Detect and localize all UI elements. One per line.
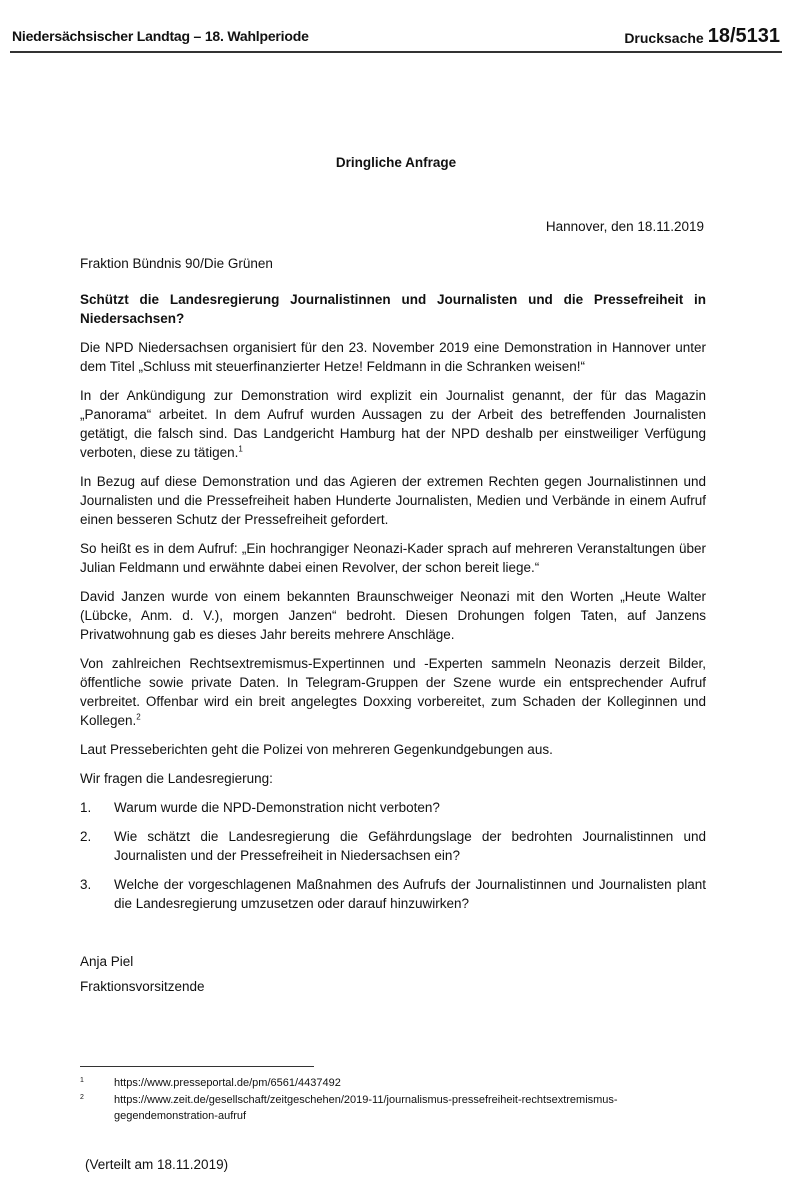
distribution-date: (Verteilt am 18.11.2019)	[85, 1157, 229, 1172]
footnote-separator	[80, 1066, 314, 1067]
question-number: 2.	[80, 829, 92, 844]
paragraph: Wir fragen die Landesregierung:	[80, 771, 273, 786]
question-list	[80, 798, 706, 913]
paragraph: Die NPD Niedersachsen organisiert für den 23. November 2019 eine Demonstration in Hannover unter dem Titel „Schluss mit steuerfinanzierter Hetze! Feldmann in die Schranken weisen!“	[80, 340, 706, 374]
signature-name: Anja Piel	[80, 954, 134, 969]
page-header	[12, 18, 780, 46]
paragraph: David Janzen wurde von einem bekannten Braunschweiger Neonazi mit den Worten „Heute Walter (Lübcke, Anm. d. V.), morgen Janzen“ bedroht. Diesen Drohungen folgen Taten, auf Janzens Privatwohnung gab es dieses Jahr bereits mehrere Anschläge.	[80, 589, 706, 642]
question-number: 3.	[80, 877, 92, 892]
paragraph: Von zahlreichen Rechtsextremismus-Expertinnen und -Experten sammeln Neonazis derzeit Bilder, öffentliche sowie private Daten. In Telegram-Gruppen der Szene wurde ein entsprechender Aufruf verbreitet. Offenbar wird ein breit angelegtes Doxxing vorbereitet, zum Schaden der Kolleginnen und Kollegen.$^2$	[80, 656, 706, 728]
paragraph: In Bezug auf diese Demonstration und das Agieren der extremen Rechten gegen Journalistinnen und Journalisten und die Pressefreiheit haben Hunderte Journalisten, Medien und Verbände in einem Aufruf einen besseren Schutz der Pressefreiheit gefordert.	[80, 474, 706, 527]
drucksache	[624, 26, 780, 46]
footnote-marker: 2	[80, 1094, 84, 1101]
place-date: Hannover, den 18.11.2019	[545, 219, 704, 234]
signature-block	[80, 949, 706, 999]
footnote-ref[interactable]: 2	[136, 712, 141, 722]
question-text: Welche der vorgeschlagenen Maßnahmen des Aufrufs der Journalistinnen und Journalisten plant die Landesregierung umzusetzen oder darauf hinzuwirken?	[114, 877, 706, 911]
question-number: 1.	[80, 800, 92, 815]
footnote-marker: 1	[80, 1077, 84, 1084]
footnotes	[80, 1075, 706, 1125]
footnote-item	[80, 1075, 706, 1091]
question-item	[80, 827, 706, 865]
document-title: Dringliche Anfrage	[335, 155, 457, 170]
drucksache-label: Drucksache	[624, 30, 704, 46]
document-body	[80, 254, 706, 999]
paragraph: So heißt es in dem Aufruf: „Ein hochrangiger Neonazi-Kader sprach auf mehreren Veranstaltungen über Julian Feldmann und erwähnte dabei einen Revolver, der schon bereit liege.“	[80, 541, 706, 575]
footnote-link[interactable]: https://www.presseportal.de/pm/6561/4437492	[114, 1077, 341, 1089]
question-item	[80, 875, 706, 913]
question-text: Warum wurde die NPD-Demonstration nicht verboten?	[114, 800, 440, 815]
paragraph: In der Ankündigung zur Demonstration wird explizit ein Journalist genannt, der für das Magazin „Panorama“ arbeitet. In dem Aufruf wurden Aussagen zu der Arbeit des betreffenden Journalisten getätigt, die falsch sind. Das Landgericht Hamburg hat der NPD deshalb per einstweiliger Verfügung verboten, diese zu tätigen.$^1$	[80, 388, 706, 460]
header-rule	[10, 51, 782, 53]
paragraph: Laut Presseberichten geht die Polizei von mehreren Gegenkundgebungen aus.	[80, 742, 553, 757]
subject-heading: Schützt die Landesregierung Journalistinnen und Journalisten und die Pressefreiheit in Niedersachsen?	[80, 292, 706, 326]
question-text: Wie schätzt die Landesregierung die Gefährdungslage der bedrohten Journalistinnen und Journalisten und der Pressefreiheit in Niedersachsen ein?	[114, 829, 706, 863]
footnote-link[interactable]: https://www.zeit.de/gesellschaft/zeitgeschehen/2019-11/journalismus-pressefreiheit-rechtsextremismus-gegendemonstration-aufruf	[114, 1094, 618, 1122]
footnote-item	[80, 1092, 706, 1124]
drucksache-number: 18/5131	[707, 25, 780, 47]
institution-label: Niedersächsischer Landtag – 18. Wahlperiode	[12, 28, 309, 44]
question-item	[80, 798, 706, 817]
signature-role: Fraktionsvorsitzende	[80, 979, 205, 994]
faction: Fraktion Bündnis 90/Die Grünen	[80, 256, 273, 271]
footnote-ref[interactable]: 1	[238, 444, 243, 454]
